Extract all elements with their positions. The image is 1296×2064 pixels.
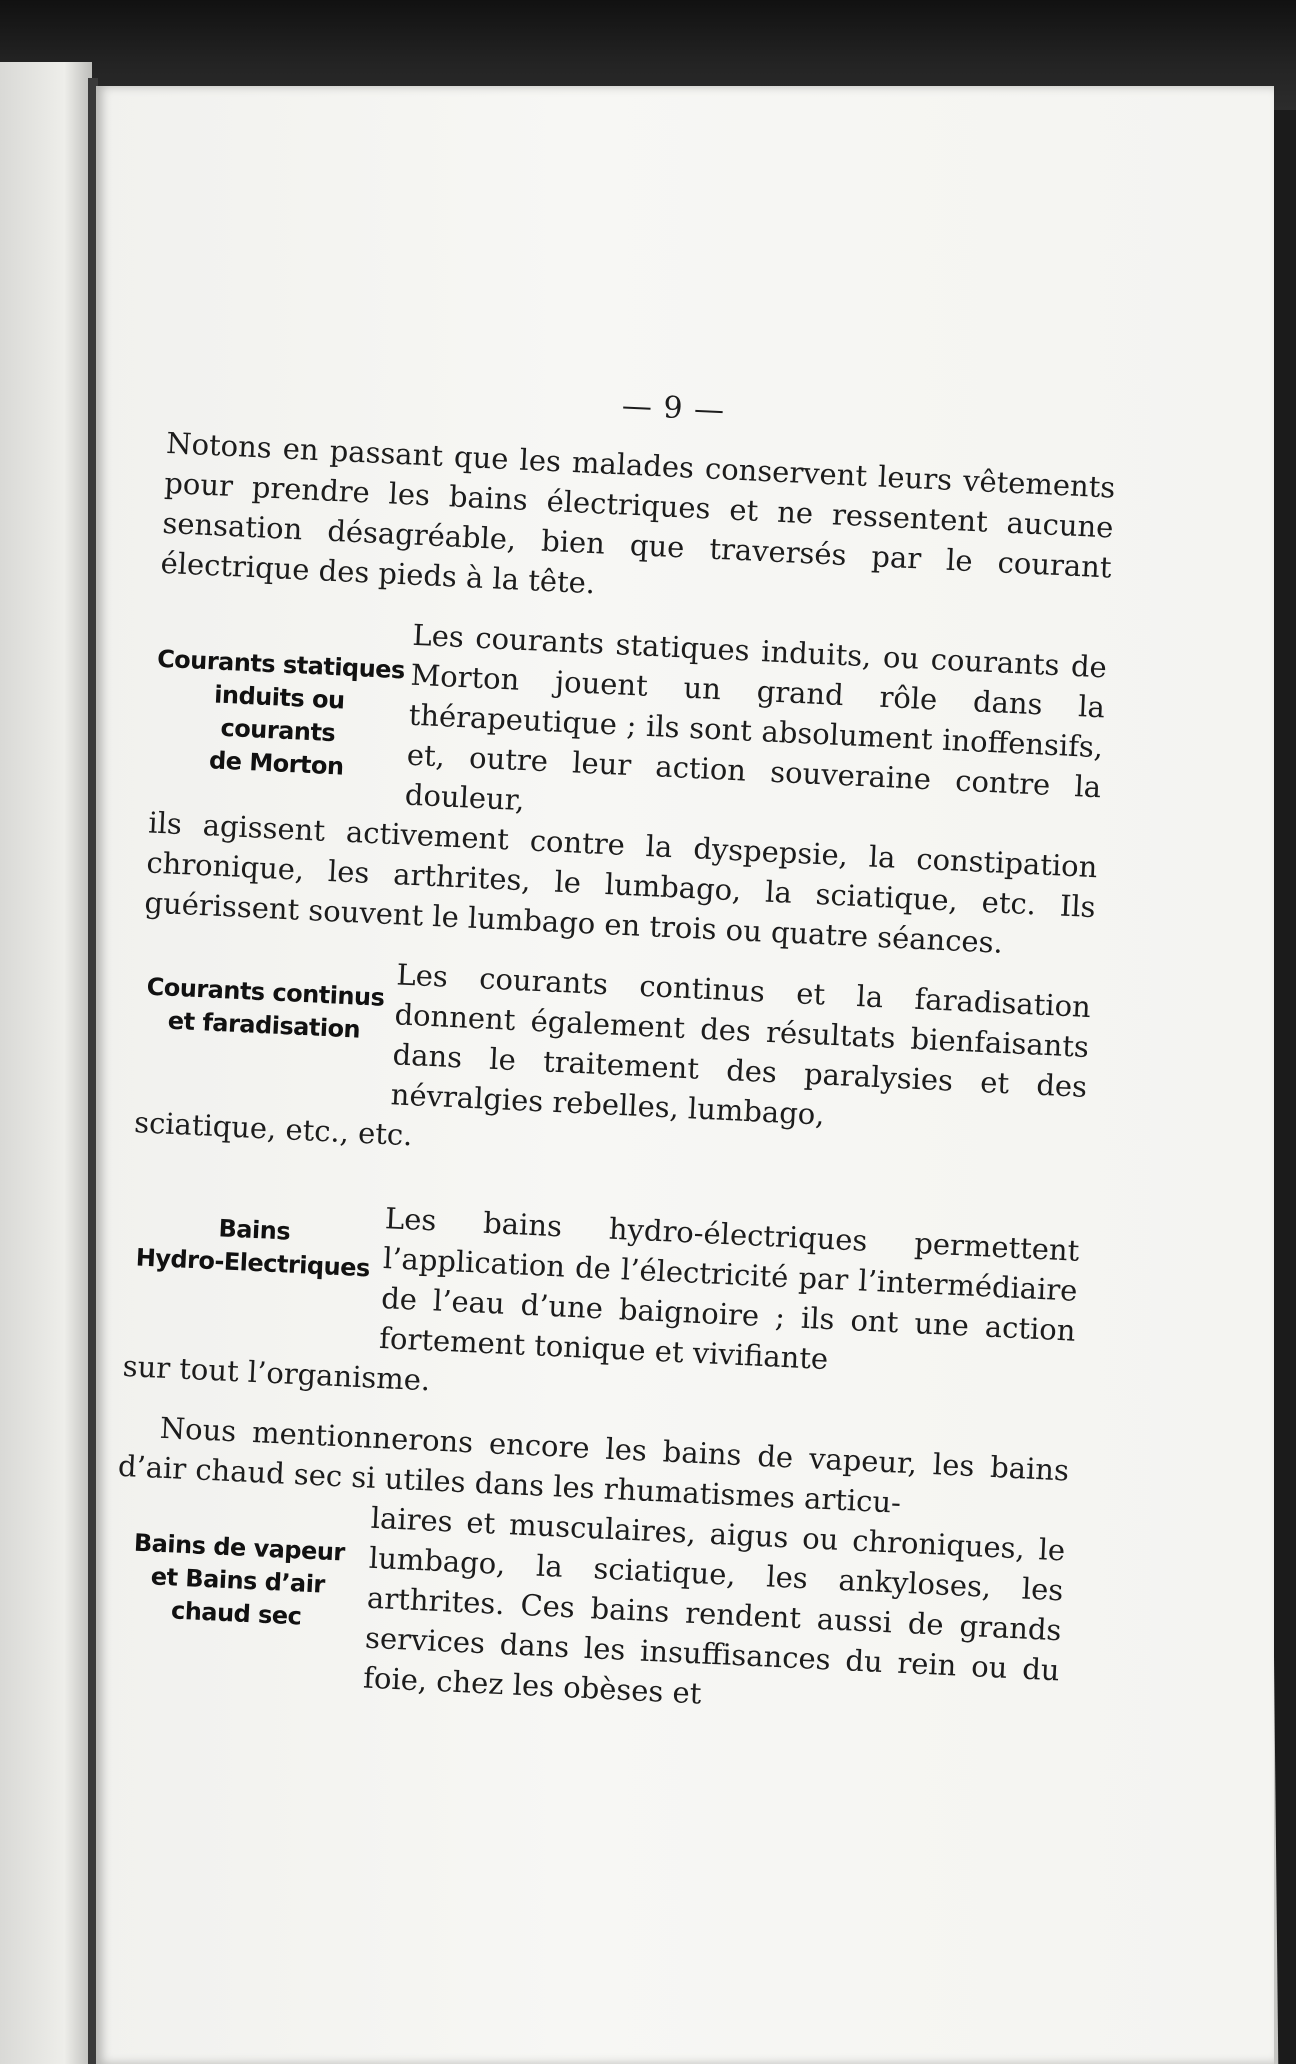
page-number: — 9 — [621,388,726,429]
margin-note-hydro [127,1208,380,1286]
margin-note-vapeur [111,1526,365,1637]
paragraph-vapeur: Nous mentionnerons encore les bains de vapeur, les bains d’air chaud sec si utiles dans les rhumatismes articu- [117,1410,1070,1520]
paragraph-morton-continued: ils agissent activement contre la dyspepsie, la constipation chronique, les arthrites, le lumbago, la sciatique, etc. Ils guérissent souvent le lumbago en trois ou quatre séances. [143,805,1099,960]
margin-note-line: et Bains d’air [150,1562,326,1599]
margin-note-line: Bains [217,1214,291,1246]
margin-note-line: Bains de vapeur [133,1528,346,1567]
margin-note-continus [138,970,391,1048]
page-content [108,365,1119,1730]
paragraph-morton: Les courants statiques induits, ou courants de Morton jouent un grand rôle dans la thérapeutique ; ils sont absolument inoffensifs, et, outre leur action souveraine contre la douleur, [404,617,1108,818]
paragraph-intro: Notons en passant que les malades conservent leurs vêtements pour prendre les bains électriques et ne ressentent aucune sensation désagréable, bien que traversés par le courant électrique des pieds à la tête. [159,425,1117,601]
paragraph-continus: Les courants continus et la faradisation donnent également des résultats bienfaisants dans le traitement des paralysies et des névralgies rebelles, lumbago, [390,957,1092,1132]
section-vapeur [108,1406,1070,1730]
paragraph-hydro-continued: sur tout l’organisme. [121,1348,431,1398]
paragraph-continus-continued: sciatique, etc., etc. [133,1105,414,1153]
paragraph-hydro: Les bains hydro-électriques permettent l’application de l’électricité par l’intermédiaire de l’eau d’une baignoire ; ils ont une action fortement tonique et vivifiante [378,1201,1081,1377]
section-hydro [122,1186,1080,1431]
margin-note-line: Courants continus [146,972,386,1012]
margin-note-morton [151,643,407,787]
paragraph-vapeur-continued: laires et musculaires, aigus ou chroniques, le lumbago, la sciatique, les ankyloses, les arthrites. Ces bains rendent aussi de grands services dans les insuffisances du rein ou du foie, chez les obèses et [362,1500,1066,1711]
facing-page-edge [0,62,92,2064]
margin-note-line: chaud sec [170,1596,303,1631]
section-morton [144,603,1108,967]
margin-note-line: et faradisation [167,1006,361,1044]
margin-note-line: induits ou courants [213,680,346,748]
margin-note-line: Courants statiques [156,644,406,685]
margin-note-line: de Morton [208,746,345,781]
margin-note-line: Hydro-Electriques [135,1243,371,1283]
